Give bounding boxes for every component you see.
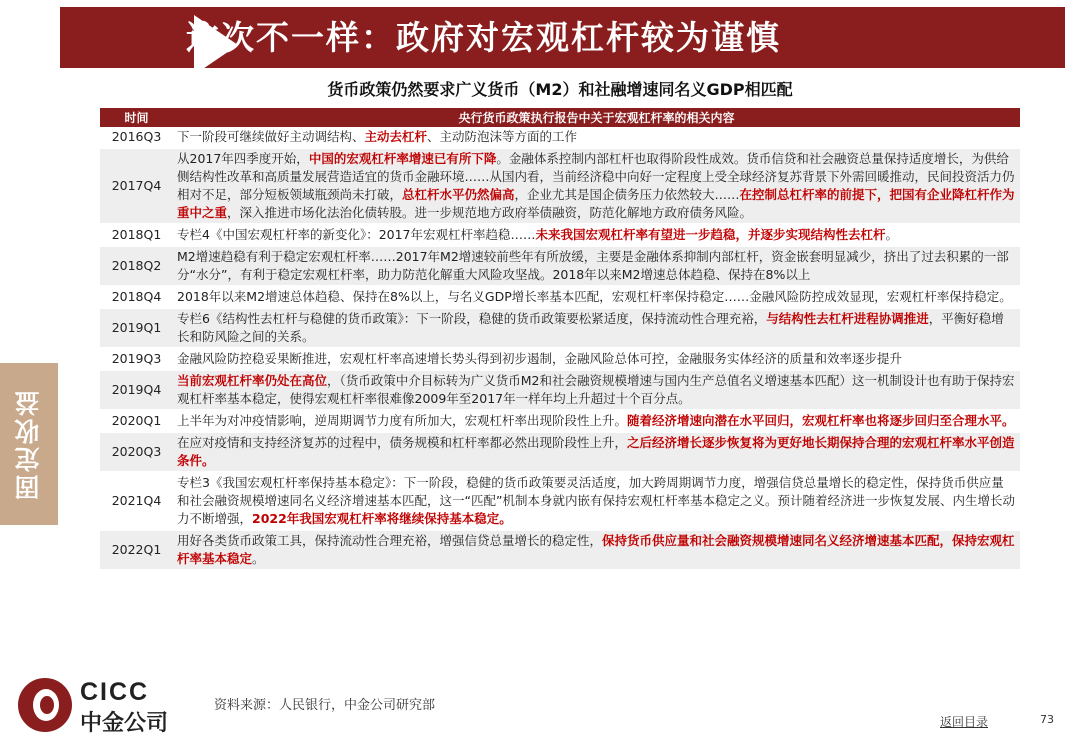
table-row (100, 308, 1020, 348)
table-row (100, 127, 1020, 148)
highlight-text: 2022年我国宏观杠杆率将继续保持基本稳定。 (252, 511, 512, 526)
section-side-tab-label: 固定收益 (14, 388, 43, 500)
row-period: 2016Q3 (100, 127, 173, 148)
row-content (173, 286, 1020, 308)
table-row (100, 370, 1020, 410)
highlight-text: 之后经济增长逐步恢复将为更好地长期保持合理的宏观杠杆率水平创造条件。 (177, 435, 1015, 468)
body-text: 2018年以来M2增速总体趋稳、保持在8%以上，与名义GDP增长率基本匹配，宏观杠杆率保持稳定……金融风险防控成效显现，宏观杠杆率保持稳定。 (177, 289, 1012, 304)
body-text: 。 (885, 227, 899, 242)
highlight-text: 与结构性去杠杆进程协调推进 (766, 311, 929, 326)
table-row (100, 286, 1020, 308)
table-row (100, 530, 1020, 570)
logo-text-cn: 中金公司 (80, 711, 169, 736)
highlight-text: 当前宏观杠杆率仍处在高位 (177, 373, 328, 388)
row-content (173, 530, 1020, 570)
row-content (173, 348, 1020, 370)
row-content (173, 432, 1020, 472)
body-text: ，平衡好稳增长和防风险之间的关系。 (177, 311, 1004, 344)
page-title: 这次不一样：政府对宏观杠杆较为谨慎 (186, 18, 781, 57)
page-number: 73 (1040, 713, 1054, 726)
table-row (100, 410, 1020, 432)
body-text: M2增速趋稳有利于稳定宏观杠杆率……2017年M2增速较前些年有所放缓，主要是金融体系抑制内部杠杆，资金嵌套明显减少，挤出了过去积累的一部分“水分”，有利于稳定宏观杠杆率，助力防范化解重大风险攻坚战。2018年以来M2增速总体趋稳、保持在8%以上 (177, 249, 1009, 282)
table-row (100, 148, 1020, 224)
body-text: 专栏6《结构性去杠杆与稳健的货币政策》：下一阶段，稳健的货币政策要松紧适度，保持流动性合理充裕， (177, 311, 767, 326)
table-header-row (100, 108, 1020, 127)
highlight-text: 保持货币供应量和社会融资规模增速同名义经济增速基本匹配，保持宏观杠杆率基本稳定 (177, 533, 1015, 566)
highlight-text: 中国的宏观杠杆率增速已有所下降 (308, 151, 497, 166)
row-period: 2018Q1 (100, 224, 173, 246)
body-text: 。 (252, 551, 265, 566)
body-text: 用好各类货币政策工具，保持流动性合理充裕，增强信贷总量增长的稳定性， (177, 533, 603, 548)
row-period: 2020Q3 (100, 432, 173, 472)
row-period: 2017Q4 (100, 148, 173, 224)
logo-text-en: CICC (80, 678, 150, 706)
row-content (173, 127, 1020, 148)
body-text: 金融风险防控稳妥果断推进，宏观杠杆率高速增长势头得到初步遏制，金融风险总体可控，金融服务实体经济的质量和效率逐步提升 (177, 351, 903, 366)
row-period: 2019Q4 (100, 370, 173, 410)
table-row (100, 432, 1020, 472)
row-period: 2018Q2 (100, 246, 173, 286)
body-text: 专栏4《中国宏观杠杆率的新变化》：2017年宏观杠杆率趋稳…… (177, 227, 536, 242)
body-text: ，（货币政策中介目标转为广义货币M2和社会融资规模增速与国内生产总值名义增速基本匹配）这一机制设计也有助于保持宏观杠杆率基本稳定，使得宏观杠杆率很难像2009年至2017年一样年均上升超过十个百分点。 (177, 373, 1015, 406)
body-text: 、主动防泡沫等方面的工作 (427, 129, 578, 144)
row-period: 2020Q1 (100, 410, 173, 432)
body-text: ，企业尤其是国企债务压力依然较大…… (514, 187, 740, 202)
table-body (100, 127, 1020, 570)
body-text: 。金融体系控制内部杠杆也取得阶段性成效。货币信贷和社会融资总量保持适度增长，为供给侧结构性改革和高质量发展营造适宜的货币金融环境……从国内看，当前经济稳中向好一定程度上受全球经济复苏背景下外需回暖推动，民间投资活力仍相对不足，部分短板领域瓶颈尚未打破， (177, 151, 1015, 202)
row-content (173, 410, 1020, 432)
table-row (100, 246, 1020, 286)
table-row (100, 472, 1020, 530)
body-text: 上半年为对冲疫情影响，逆周期调节力度有所加大，宏观杠杆率出现阶段性上升。 (177, 413, 628, 428)
header-period: 时间 (100, 108, 173, 127)
body-text: 下一阶段可继续做好主动调结构、 (177, 129, 365, 144)
highlight-text: 未来我国宏观杠杆率有望进一步趋稳，并逐步实现结构性去杠杆 (535, 227, 886, 242)
body-text: 在应对疫情和支持经济复苏的过程中，债务规模和杠杆率都必然出现阶段性上升， (177, 435, 628, 450)
row-content (173, 472, 1020, 530)
row-content (173, 224, 1020, 246)
section-side-tab[interactable] (0, 363, 58, 525)
highlight-text: 在控制总杠杆率的前提下，把国有企业降杠杆作为重中之重 (177, 187, 1015, 220)
row-period: 2019Q1 (100, 308, 173, 348)
back-to-contents-link[interactable]: 返回目录 (940, 715, 989, 729)
logo-emblem-icon (18, 678, 72, 732)
row-period: 2021Q4 (100, 472, 173, 530)
highlight-text: 主动去杠杆 (364, 129, 428, 144)
body-text: ，深入推进市场化法治化债转股。进一步规范地方政府举债融资，防范化解地方政府债务风险。 (227, 205, 753, 220)
row-content (173, 246, 1020, 286)
highlight-text: 随着经济增速向潜在水平回归，宏观杠杆率也将逐步回归至合理水平。 (627, 413, 1015, 428)
body-text: 专栏3《我国宏观杠杆率保持基本稳定》：下一阶段，稳健的货币政策要灵活适度，加大跨周期调节力度，增强信贷总量增长的稳定性，保持货币供应量和社会融资规模增速同名义经济增速基本匹配，这一“匹配”机制本身就内嵌有保持宏观杠杆率基本稳定之义。预计随着经济进一步恢复发展、内生增长动力不断增强， (177, 475, 1015, 526)
cicc-logo (18, 678, 198, 734)
row-content (173, 370, 1020, 410)
table-row (100, 224, 1020, 246)
highlight-text: 总杠杆水平仍然偏高 (402, 187, 515, 202)
row-period: 2018Q4 (100, 286, 173, 308)
row-period: 2022Q1 (100, 530, 173, 570)
row-content (173, 148, 1020, 224)
header-content: 央行货币政策执行报告中关于宏观杠杆率的相关内容 (173, 108, 1020, 127)
row-content (173, 308, 1020, 348)
body-text: 从2017年四季度开始， (177, 151, 309, 166)
source-note: 资料来源：人民银行，中金公司研究部 (214, 698, 436, 713)
policy-table (100, 108, 1020, 571)
row-period: 2019Q3 (100, 348, 173, 370)
table-title: 货币政策仍然要求广义货币（M2）和社融增速同名义GDP相匹配 (327, 80, 793, 99)
table-row (100, 348, 1020, 370)
